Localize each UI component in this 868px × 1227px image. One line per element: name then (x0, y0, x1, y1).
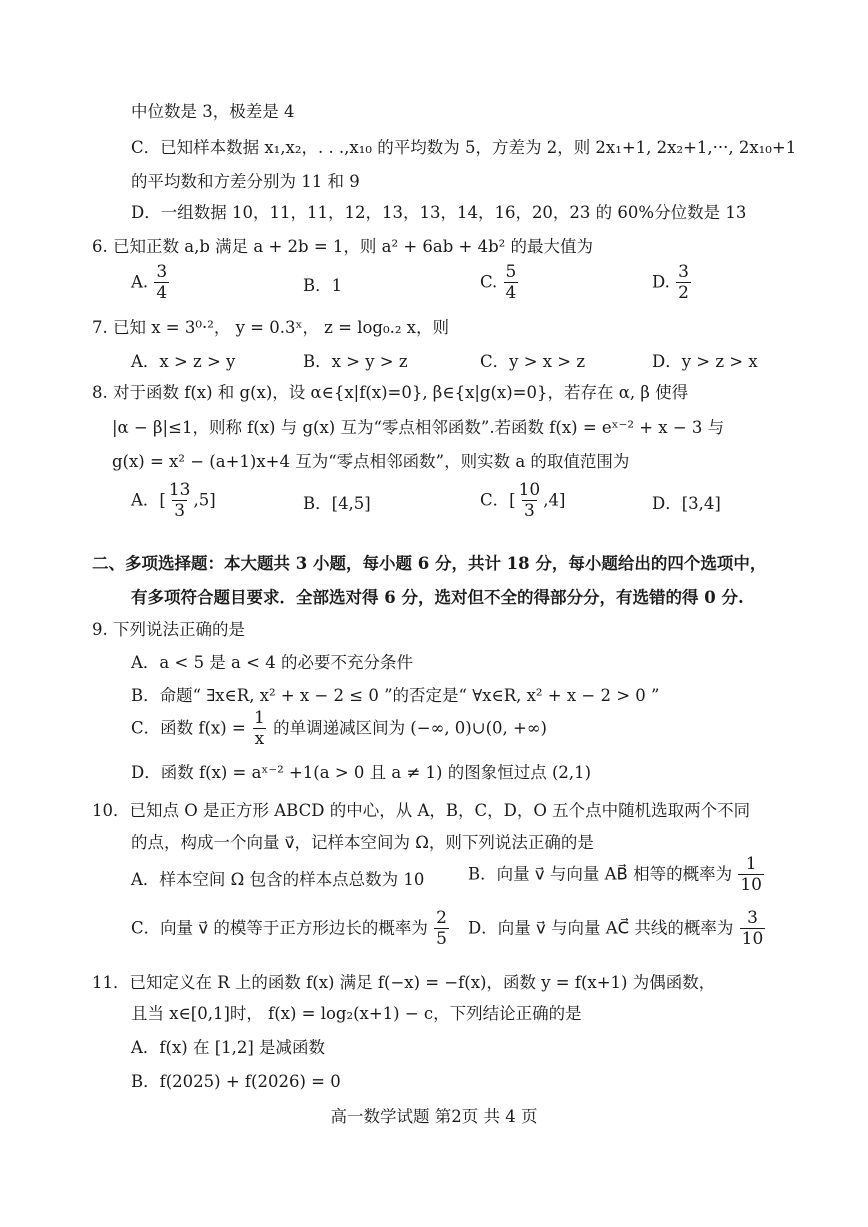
section-2-header: 二、多项选择题：本大题共 3 小题，每小题 6 分，共计 18 分，每小题给出的四个选项中， (92, 554, 767, 573)
q7-option-a: A．x > z > y (131, 352, 236, 371)
q6-option-a: A. $\frac{3}{4}$ (131, 262, 168, 303)
fraction: $\frac{5}{4}$ (505, 262, 517, 303)
fraction: $\frac{3}{10}$ (741, 908, 764, 949)
q10-stem-line2: 的点，构成一个向量 v⃗，记样本空间为 Ω，则下列说法正确的是 (131, 833, 594, 852)
q6-option-c: C. $\frac{5}{4}$ (480, 262, 517, 303)
fraction: $\frac{3}{2}$ (678, 262, 689, 303)
q9-option-c: C．函数 f(x) = $\frac{1}{x}$ 的单调递减区间为 (−∞, 0)∪(0, +∞) (131, 708, 547, 749)
q10-stem-line1: 10．已知点 O 是正方形 ABCD 的中心，从 A，B，C，D，O 五个点中随机选取两个不同 (92, 801, 751, 820)
q8-option-b: B．[4,5] (303, 494, 371, 513)
q8-stem-line2: |α − β|≤1，则称 f(x) 与 g(x) 互为“零点相邻函数”.若函数 f(x) = eˣ⁻² + x − 3 与 (112, 418, 725, 437)
q6-option-d: D. $\frac{3}{2}$ (652, 262, 689, 303)
q10-option-a: A．样本空间 Ω 包含的样本点总数为 10 (131, 870, 425, 889)
page-footer: 高一数学试题 第2页 共 4 页 (330, 1107, 538, 1126)
fraction: $\frac{1}{x}$ (253, 708, 265, 749)
q5-option-b-continuation: 中位数是 3，极差是 4 (131, 102, 295, 121)
q8-stem-line1: 8. 对于函数 f(x) 和 g(x)，设 α∈{x|f(x)=0}, β∈{x|g(x)=0}，若存在 α, β 使得 (92, 383, 689, 402)
fraction: $\frac{13}{3}$ (168, 480, 191, 521)
q5-option-c: C．已知样本数据 x₁,x₂，. . .,x₁₀ 的平均数为 5，方差为 2，则 2x₁+1, 2x₂+1,···, 2x₁₀+1 (131, 138, 797, 157)
q7-option-d: D．y > z > x (652, 352, 758, 371)
fraction: $\frac{3}{4}$ (156, 262, 168, 303)
q5-option-c-continuation: 的平均数和方差分别为 11 和 9 (131, 172, 360, 191)
q9-stem: 9. 下列说法正确的是 (92, 620, 245, 639)
q8-option-a: A．[ $\frac{13}{3}$ ,5] (131, 480, 216, 521)
q6-option-b: B．1 (303, 276, 343, 295)
q6-stem: 6. 已知正数 a,b 满足 a + 2b = 1，则 a² + 6ab + 4b² 的最大值为 (92, 237, 594, 256)
q8-option-d: D．[3,4] (652, 494, 721, 513)
q8-stem-line3: g(x) = x² − (a+1)x+4 互为“零点相邻函数”，则实数 a 的取值范围为 (112, 452, 630, 471)
q11-stem-line2: 且当 x∈[0,1]时， f(x) = log₂(x+1) − c，下列结论正确的是 (131, 1004, 582, 1023)
fraction: $\frac{2}{5}$ (436, 908, 447, 949)
q11-option-b: B．f(2025) + f(2026) = 0 (131, 1072, 341, 1091)
fraction: $\frac{10}{3}$ (518, 480, 541, 521)
q8-option-c: C．[ $\frac{10}{3}$ ,4] (480, 480, 566, 521)
q7-option-b: B．x > y > z (303, 352, 408, 371)
q10-option-c: C．向量 v⃗ 的模等于正方形边长的概率为 $\frac{2}{5}$ (131, 908, 447, 949)
q7-option-c: C．y > x > z (480, 352, 586, 371)
q11-stem-line1: 11．已知定义在 R 上的函数 f(x) 满足 f(−x) = −f(x)，函数 y = f(x+1) 为偶函数， (92, 973, 716, 992)
q9-option-a: A．a < 5 是 a < 4 的必要不充分条件 (131, 653, 413, 672)
q9-option-d: D．函数 f(x) = aˣ⁻² +1(a > 0 且 a ≠ 1) 的图象恒过点 (2,1) (131, 763, 592, 782)
q10-option-d: D．向量 v⃗ 与向量 AC⃗ 共线的概率为 $\frac{3}{10}$ (468, 908, 764, 949)
q10-option-b: B．向量 v⃗ 与向量 AB⃗ 相等的概率为 $\frac{1}{10}$ (468, 854, 762, 895)
q5-option-d: D．一组数据 10，11，11，12，13，13，14，16，20，23 的 60%分位数是 13 (131, 203, 747, 222)
q9-option-b: B．命题“ ∃x∈R, x² + x − 2 ≤ 0 ”的否定是“ ∀x∈R, x² + x − 2 > 0 ” (131, 686, 660, 705)
q11-option-a: A．f(x) 在 [1,2] 是减函数 (131, 1038, 326, 1057)
section-2-instructions: 有多项符合题目要求．全部选对得 6 分，选对但不全的得部分分，有选错的得 0 分. (131, 588, 744, 607)
q7-stem: 7. 已知 x = 3⁰·²， y = 0.3ˣ， z = log₀.₂ x，则 (92, 318, 449, 337)
fraction: $\frac{1}{10}$ (740, 854, 762, 895)
